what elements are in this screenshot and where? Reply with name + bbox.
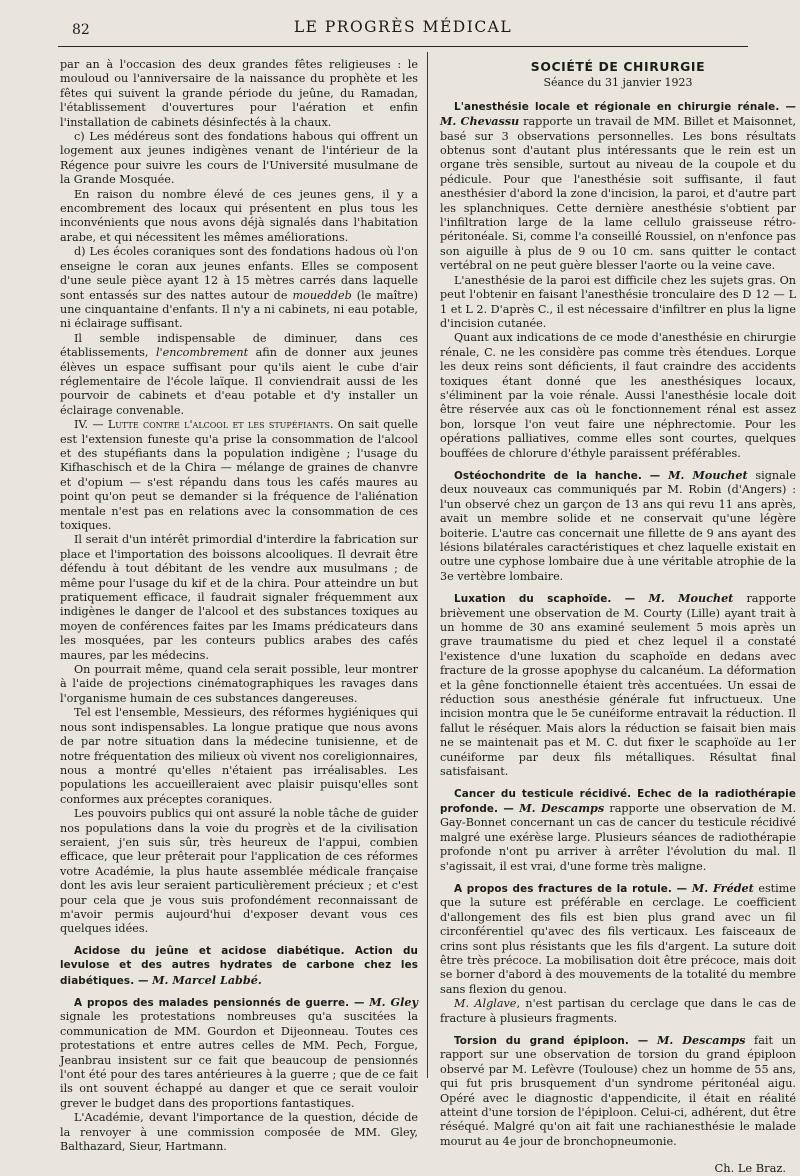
paragraph <box>440 881 796 997</box>
paragraph <box>60 418 418 533</box>
text-run: signale deux nouveaux cas communiqués par M. Robin (d'Angers) : l'un observé chez un garçon de 13 ans qui revu 11 ans après, avait un membre solide et ne conservait qu'une légère boiterie. L'autre cas concernait une fillette de 9 ans ayant des lésions bilatérales caractéristiques et chez laquelle existait en outre une cyphose lombaire due à une véritable atrophie de la 3e vertèbre lombaire. <box>440 468 796 583</box>
text-run: signale les protestations nombreuses qu'a suscitées la communication de MM. Gourdon et Dijeonneau. Toutes ces protestations et entre autres celles de MM. Pech, Forgue, Jeanbrau insistent sur ce fait que beaucoup de pensionnés l'ont été pour des tares antérieures à la guerre ; que de ce fait ils ont souvent échappé au danger et que ce serait vouloir grever le budget dans des proportions fantastiques. <box>60 1010 418 1110</box>
author-name: M. Mouchet <box>648 591 734 606</box>
italic-term: l'encombrement <box>155 346 249 360</box>
text-run: , n'est partisan du cerclage que dans le cas de fracture à plusieurs fragments. <box>440 997 797 1025</box>
author-name: M. Marcel Labbé. <box>152 972 262 987</box>
paragraph <box>60 944 418 988</box>
paragraph <box>440 468 796 584</box>
author-name: M. Alglave <box>454 997 517 1011</box>
paragraph: Les pouvoirs publics qui ont assuré la noble tâche de guider nos populations dans la voie du progrès et de la civilisation seraient, j'en suis sûr, très heureux de l'appui, combien efficace, que leur prêterait pour l'application de ces réformes votre Académie, la plus haute assemblée médicale française dont les avis leur seraient particulièrement précieux ; et c'est pour cela que je vous suis profondément reconnaissant de m'avoir permis aujourd'hui d'exposer devant vous ces quelques idées. <box>60 807 418 936</box>
header-rule <box>58 46 748 47</box>
left-column <box>60 58 418 1154</box>
article-heading: Cancer du testicule récidivé. Echec de la radiothérapie profonde. — <box>440 787 796 815</box>
paragraph: c) Les médéreus sont des fondations habous qui offrent un logement aux jeunes indigènes venant de l'intérieur de la Régence pour suivre les cours de l'Université musulmane de la Grande Mosquée. <box>60 130 418 187</box>
page-header <box>58 12 748 46</box>
paragraph: L'Académie, devant l'importance de la question, décide de la renvoyer à une commission composée de MM. Gley, Balthazard, Sieur, Hartmann. <box>60 1111 418 1154</box>
paragraph <box>60 245 418 331</box>
text-run: rapporte un travail de MM. Billet et Maisonnet, basé sur 3 observations personnelles. Les bons résultats obtenus sont d'autant plus intéressants que le rein est un organe très sensible, surtout au niveau de la coupole et du pédicule. Pour que l'anesthésie soit suffisante, il faut anesthésier d'abord la zone d'incision, la paroi, et d'autre part les splanchniques. Cette dernière anesthésie s'obtient par l'infiltration large de la lame cellulo graisseuse rétro-péritonéale. Si, comme l'a conseillé Roussiel, on n'enfonce pas son aiguille à plus de 9 ou 10 cm. sans quitter le contact vertébral on ne peut guère blesser l'aorte ou la veine cave. <box>440 115 797 273</box>
text-run: On sait quelle est l'extension funeste qu'a prise la consommation de l'alcool et des stupéfiants dans la population indigène ; l'usage du Kifhaschisch et de la Chira — mélange de graines de chanvre et d'opium — s'est répandu dans tous les cafés maures au point qu'on peut se demander si la fréquence de l'aliénation mentale n'est pas en relations avec la consommation de ces toxiques. <box>60 418 418 532</box>
text-run: Il semble indispensable de diminuer, dans ces établissements, <box>60 331 418 360</box>
text-run: fait un rapport sur une observation de torsion du grand épiploon observé par M. Lefèvre (Toulouse) chez un homme de 55 ans, qui fut pris brusquement d'un syndrome péritonéal aigu. Opéré avec le diagnostic d'appendicite, il était en réalité atteint d'une torsion de l'épiploon. Celui-ci, adhérent, dut être réséqué. Malgré qu'on ait fait une rachianesthésie le malade mourut au 4e jour de bronchopneumonie. <box>440 1034 796 1148</box>
section-title: SOCIÉTÉ DE CHIRURGIE <box>530 59 706 74</box>
author-name: M. Chevassu <box>440 114 520 129</box>
author-name: M. Frédet <box>691 880 754 895</box>
text-run: (le maître) une cinquantaine d'enfants. Il n'y a ni cabinets, ni eau potable, ni éclairage suffisant. <box>60 288 418 331</box>
paragraph <box>440 100 796 274</box>
running-title: LE PROGRÈS MÉDICAL <box>293 18 513 36</box>
signature: Ch. Le Braz. <box>714 1161 786 1176</box>
paragraph: L'anesthésie de la paroi est difficile chez les sujets gras. On peut l'obtenir en faisant l'anesthésie tronculaire des D 12 — L 1 et L 2. D'après C., il est nécessaire d'infiltrer en plus la ligne d'incision cutanée. <box>440 273 796 330</box>
author-name: M. Descamps <box>519 800 605 815</box>
text-run: rapporte une observation de M. Gay-Bonnet concernant un cas de cancer du testicule récidivé malgré une exérèse large. Plusieurs séances de radiothérapie profonde n'ont pu arriver à arrêter l'évolution du mal. Il s'agissait, il est vrai, d'une forme très maligne. <box>440 801 797 873</box>
author-name: M. Gley <box>369 995 418 1009</box>
article-heading: Torsion du grand épiploon. — <box>454 1035 657 1047</box>
author-name: M. Descamps <box>657 1033 746 1047</box>
paragraph <box>60 332 418 418</box>
article-heading: Acidose du jeûne et acidose diabétique. Action du levulose et des autres hydrates de carbone chez les diabétiques. — <box>60 944 418 987</box>
text-run: d) Les écoles coraniques sont des fondations hadous où l'on enseigne le coran aux jeunes enfants. Elles se composent d'une seule pièce ayant 12 à 15 mètres carrés dans laquelle sont entassés sur des nattes autour de <box>60 245 418 302</box>
paragraph <box>60 995 418 1111</box>
article-heading: Ostéochondrite de la hanche. — <box>454 469 669 482</box>
section-heading: IV. — Lutte contre l'alcool et les stupéfiants. <box>74 418 334 432</box>
paragraph: Il serait d'un intérêt primordial d'interdire la fabrication sur place et l'importation des boissons alcooliques. Il devrait être défendu à tout débitant de les vendre aux musulmans ; de même pour l'usage du kif et de la chira. Pour atteindre un but pratiquement efficace, il faudrait signaler fréquemment aux indigènes le danger de l'alcool et des substances toxiques au moyen de conférences faites par les Imams prédicateurs dans les mosquées, par les conteurs publics arabes des cafés maures, par les médecins. <box>60 533 418 662</box>
paragraph: Quant aux indications de ce mode d'anesthésie en chirurgie rénale, C. ne les considère pas comme très étendues. Lorque les deux reins sont déficients, il faut craindre des accidents toxiques étant donné que les anesthésiques locaux, s'éliminent par la voie rénale. Aussi l'anesthésie locale doit être réservée aux cas où le fonctionnement rénal est assez bon, lorsque l'on veut faire une néphrectomie. Pour les opérations palliatives, comme elles sont courtes, quelques bouffées de chlorure d'éthyle paraissent préférables. <box>440 331 796 460</box>
page-number: 82 <box>72 22 90 38</box>
article-heading: A propos des malades pensionnés de guerre. — <box>74 997 370 1009</box>
paragraph: On pourrait même, quand cela serait possible, leur montrer à l'aide de projections cinématographiques les ravages dans l'organisme humain de ces substances dangereuses. <box>60 663 418 705</box>
article-heading: A propos des fractures de la rotule. — <box>454 882 692 895</box>
paragraph: En raison du nombre élevé de ces jeunes gens, il y a encombrement des locaux qui présentent en plus tous les inconvénients que nous avons déjà signalés dans l'habitation arabe, et qui nécessitent les mêmes améliorations. <box>60 187 418 244</box>
paragraph <box>440 1033 796 1149</box>
text-run: estime que la suture est préférable en cerclage. Le coefficient d'allongement des fils est bien plus grand avec un fil circonférentiel qu'avec des fils verticaux. Les faisceaux de crins sont plus résistants que les fils d'argent. La suture doit être très précoce. La mobilisation doit être précoce, mais doit se borner d'abord à des mouvements de la totalité du membre sans flexion du genou. <box>440 881 796 996</box>
article-heading: L'anesthésie locale et régionale en chirurgie rénale. — <box>454 100 796 113</box>
paragraph <box>440 591 796 779</box>
text-run: afin de donner aux jeunes élèves un espace suffisant pour qu'ils aient le cube d'air réglementaire de l'école laïque. Il conviendrait aussi de les pourvoir de cabinets et d'eau potable et d'y installer un éclairage convenable. <box>60 346 418 417</box>
paragraph <box>440 787 796 874</box>
right-column <box>440 58 797 1176</box>
paragraph: Tel est l'ensemble, Messieurs, des réformes hygiéniques qui nous sont indispensables. La longue pratique que nous avons de par notre situation dans la médecine tunisienne, et de notre fréquentation des milieux où vivent nos coreligionnaires, nous a montré qu'elles n'étaient pas irréalisables. Les populations les accueilleraient avec plaisir puisqu'elles sont conformes aux préceptes coraniques. <box>60 706 418 806</box>
paragraph: par an à l'occasion des deux grandes fêtes religieuses : le mouloud ou l'anniversaire de la naissance du prophète et les fêtes qui suivent la grande période du jeûne, du Ramadan, l'établissement d'ouvertures pour l'aération et enfin l'installation de cabinets désinfectés à la chaux. <box>60 58 418 129</box>
text-run: rapporte brièvement une observation de M. Courty (Lille) ayant trait à un homme de 30 ans examiné seulement 5 mois après un grave traumatisme du pied et chez lequel il a constaté l'existence d'une luxation du scaphoïde en dedans avec fracture de la grosse apophyse du calcanéum. La déformation et la gêne fonctionnelle étaient très accentuées. Un essai de réduction sous anesthésie générale fut infructueux. Une incision montra que le 5e cunéiforme entravait la réduction. Il fallut le réséquer. Mais alors la réduction se faisait bien mais ne se maintenait pas et M. C. dut fixer le scaphoïde au 1er cunéiforme par deux fils métalliques. Résultat final satisfaisant. <box>440 592 796 779</box>
italic-term: moueddeb <box>292 288 352 302</box>
paragraph <box>440 997 796 1026</box>
author-name: M. Mouchet <box>668 467 748 482</box>
section-date: Séance du 31 janvier 1923 <box>543 76 693 90</box>
article-heading: Luxation du scaphoïde. — <box>454 593 649 606</box>
column-divider <box>427 52 428 1078</box>
